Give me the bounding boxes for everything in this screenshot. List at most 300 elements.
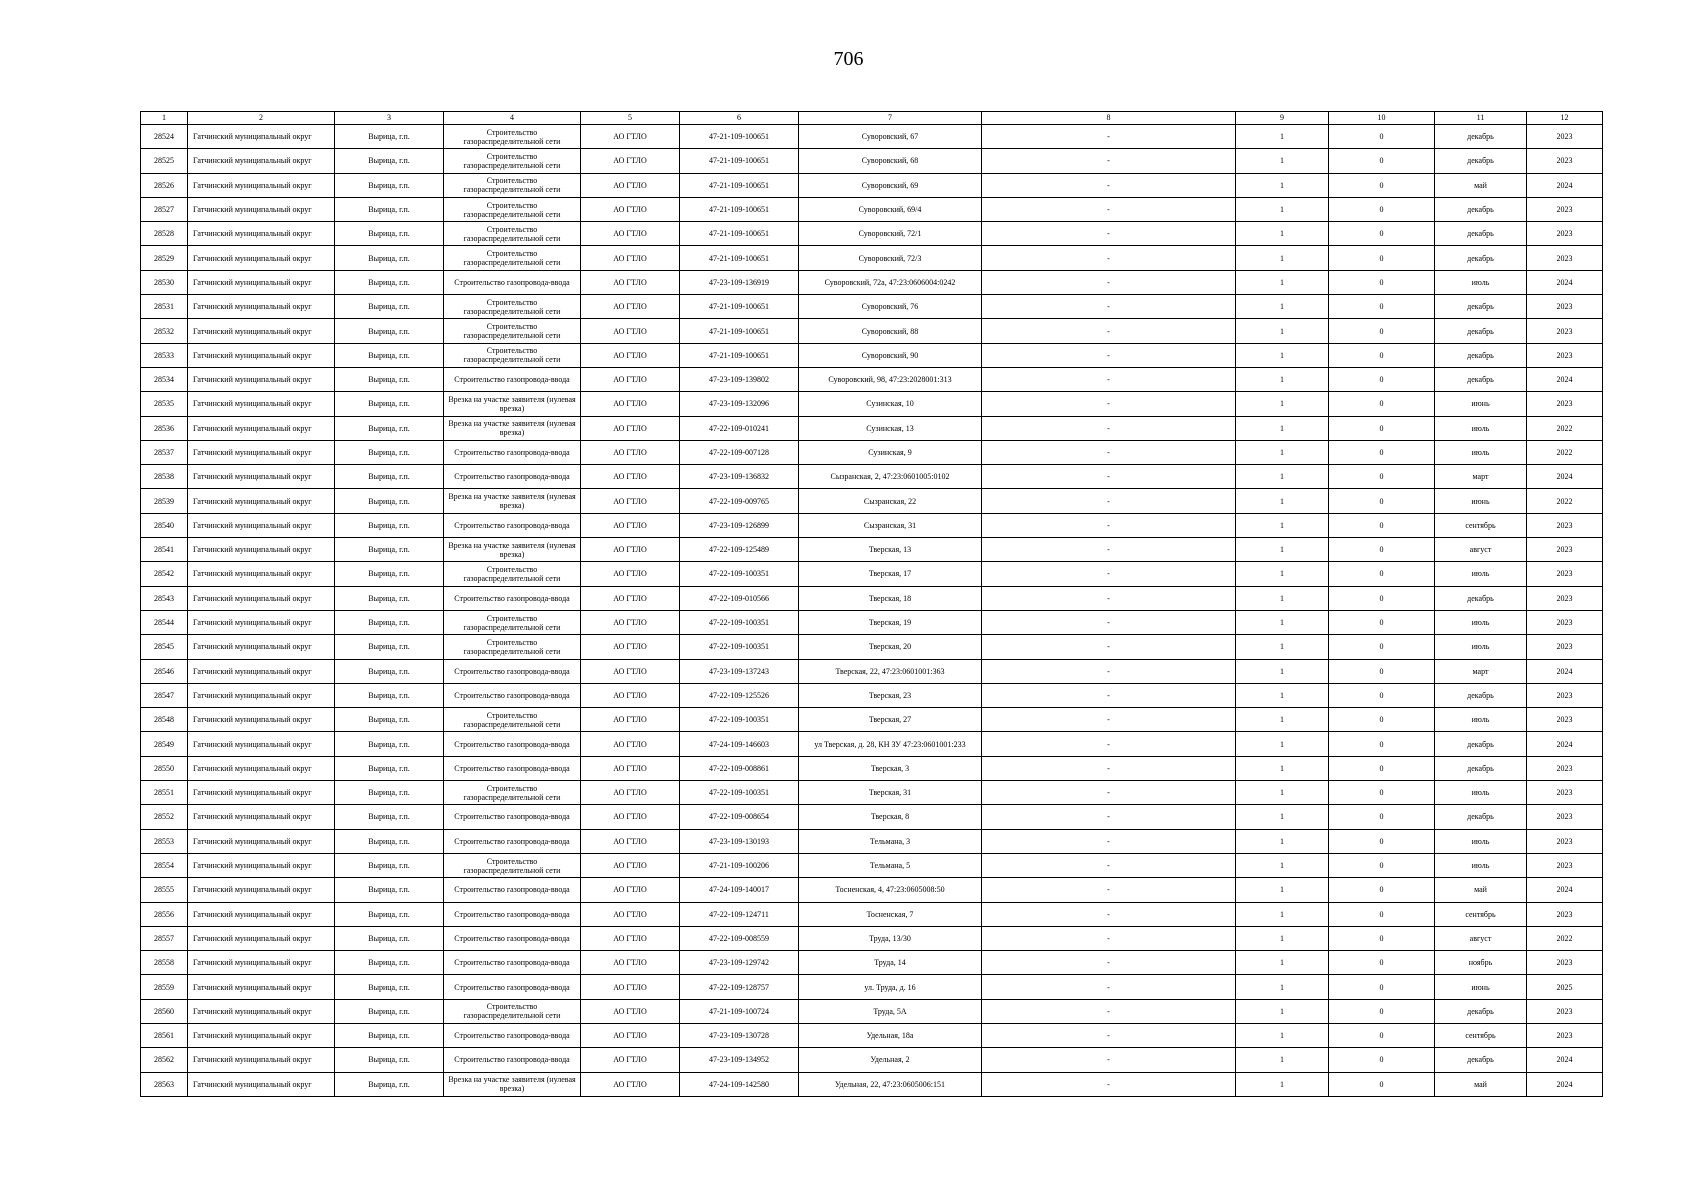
work-type-cell: Строительство газораспределительной сети — [444, 173, 581, 197]
organization-cell: АО ГТЛО — [581, 902, 680, 926]
address-cell: Сузинская, 10 — [799, 392, 982, 416]
address-cell: Тверская, 20 — [799, 635, 982, 659]
column-header: 12 — [1527, 112, 1603, 125]
application-number-cell: 47-21-109-100651 — [680, 295, 799, 319]
note-cell: - — [982, 951, 1236, 975]
year-cell: 2023 — [1527, 246, 1603, 270]
organization-cell: АО ГТЛО — [581, 878, 680, 902]
note-cell: - — [982, 343, 1236, 367]
application-number-cell: 47-23-109-129742 — [680, 951, 799, 975]
row-number-cell: 28553 — [141, 829, 188, 853]
settlement-cell: Вырица, г.п. — [335, 975, 444, 999]
row-number-cell: 28529 — [141, 246, 188, 270]
settlement-cell: Вырица, г.п. — [335, 635, 444, 659]
district-cell: Гатчинский муниципальный округ — [188, 926, 335, 950]
month-cell: декабрь — [1435, 246, 1527, 270]
note-cell: - — [982, 270, 1236, 294]
month-cell: июль — [1435, 635, 1527, 659]
count-zero-cell: 0 — [1329, 465, 1435, 489]
quantity-cell: 1 — [1236, 902, 1329, 926]
month-cell: июль — [1435, 708, 1527, 732]
application-number-cell: 47-22-109-124711 — [680, 902, 799, 926]
table-row — [141, 440, 1603, 464]
year-cell: 2024 — [1527, 878, 1603, 902]
settlement-cell: Вырица, г.п. — [335, 708, 444, 732]
organization-cell: АО ГТЛО — [581, 197, 680, 221]
organization-cell: АО ГТЛО — [581, 465, 680, 489]
address-cell: Суворовский, 72/1 — [799, 222, 982, 246]
note-cell: - — [982, 829, 1236, 853]
table-row — [141, 635, 1603, 659]
work-type-cell: Строительство газопровода-ввода — [444, 586, 581, 610]
year-cell: 2022 — [1527, 416, 1603, 440]
year-cell: 2022 — [1527, 440, 1603, 464]
table-row — [141, 465, 1603, 489]
quantity-cell: 1 — [1236, 270, 1329, 294]
work-type-cell: Строительство газопровода-ввода — [444, 926, 581, 950]
count-zero-cell: 0 — [1329, 513, 1435, 537]
year-cell: 2024 — [1527, 270, 1603, 294]
organization-cell: АО ГТЛО — [581, 367, 680, 391]
table-row — [141, 683, 1603, 707]
quantity-cell: 1 — [1236, 465, 1329, 489]
address-cell: ул. Труда, д. 16 — [799, 975, 982, 999]
year-cell: 2023 — [1527, 756, 1603, 780]
quantity-cell: 1 — [1236, 926, 1329, 950]
address-cell: Сызранская, 22 — [799, 489, 982, 513]
application-number-cell: 47-22-109-010241 — [680, 416, 799, 440]
month-cell: декабрь — [1435, 732, 1527, 756]
work-type-cell: Строительство газопровода-ввода — [444, 683, 581, 707]
year-cell: 2023 — [1527, 683, 1603, 707]
organization-cell: АО ГТЛО — [581, 805, 680, 829]
work-type-cell: Строительство газопровода-ввода — [444, 367, 581, 391]
address-cell: Тосненская, 4, 47:23:0605008:50 — [799, 878, 982, 902]
month-cell: сентябрь — [1435, 513, 1527, 537]
year-cell: 2023 — [1527, 635, 1603, 659]
count-zero-cell: 0 — [1329, 586, 1435, 610]
settlement-cell: Вырица, г.п. — [335, 270, 444, 294]
column-header: 11 — [1435, 112, 1527, 125]
count-zero-cell: 0 — [1329, 343, 1435, 367]
count-zero-cell: 0 — [1329, 246, 1435, 270]
application-number-cell: 47-22-109-125489 — [680, 538, 799, 562]
row-number-cell: 28534 — [141, 367, 188, 391]
district-cell: Гатчинский муниципальный округ — [188, 659, 335, 683]
district-cell: Гатчинский муниципальный округ — [188, 610, 335, 634]
quantity-cell: 1 — [1236, 343, 1329, 367]
year-cell: 2024 — [1527, 1048, 1603, 1072]
application-number-cell: 47-22-109-128757 — [680, 975, 799, 999]
table-row — [141, 295, 1603, 319]
organization-cell: АО ГТЛО — [581, 781, 680, 805]
address-cell: Суворовский, 67 — [799, 125, 982, 149]
address-cell: Сызранская, 31 — [799, 513, 982, 537]
district-cell: Гатчинский муниципальный округ — [188, 295, 335, 319]
organization-cell: АО ГТЛО — [581, 610, 680, 634]
work-type-cell: Строительство газопровода-ввода — [444, 513, 581, 537]
district-cell: Гатчинский муниципальный округ — [188, 489, 335, 513]
address-cell: Тверская, 18 — [799, 586, 982, 610]
application-number-cell: 47-24-109-142580 — [680, 1072, 799, 1096]
table-row — [141, 367, 1603, 391]
count-zero-cell: 0 — [1329, 489, 1435, 513]
month-cell: декабрь — [1435, 149, 1527, 173]
year-cell: 2023 — [1527, 853, 1603, 877]
settlement-cell: Вырица, г.п. — [335, 465, 444, 489]
organization-cell: АО ГТЛО — [581, 125, 680, 149]
quantity-cell: 1 — [1236, 173, 1329, 197]
organization-cell: АО ГТЛО — [581, 538, 680, 562]
work-type-cell: Строительство газопровода-ввода — [444, 805, 581, 829]
month-cell: июль — [1435, 562, 1527, 586]
note-cell: - — [982, 173, 1236, 197]
row-number-cell: 28532 — [141, 319, 188, 343]
table-row — [141, 756, 1603, 780]
table-row — [141, 829, 1603, 853]
table-row — [141, 173, 1603, 197]
quantity-cell: 1 — [1236, 392, 1329, 416]
row-number-cell: 28550 — [141, 756, 188, 780]
table-row — [141, 513, 1603, 537]
note-cell: - — [982, 805, 1236, 829]
application-number-cell: 47-21-109-100651 — [680, 173, 799, 197]
quantity-cell: 1 — [1236, 756, 1329, 780]
year-cell: 2023 — [1527, 125, 1603, 149]
table-row — [141, 222, 1603, 246]
district-cell: Гатчинский муниципальный округ — [188, 999, 335, 1023]
quantity-cell: 1 — [1236, 805, 1329, 829]
organization-cell: АО ГТЛО — [581, 416, 680, 440]
application-number-cell: 47-24-109-146603 — [680, 732, 799, 756]
count-zero-cell: 0 — [1329, 440, 1435, 464]
organization-cell: АО ГТЛО — [581, 732, 680, 756]
count-zero-cell: 0 — [1329, 975, 1435, 999]
note-cell: - — [982, 1048, 1236, 1072]
year-cell: 2023 — [1527, 902, 1603, 926]
settlement-cell: Вырица, г.п. — [335, 853, 444, 877]
count-zero-cell: 0 — [1329, 708, 1435, 732]
application-number-cell: 47-22-109-100351 — [680, 562, 799, 586]
note-cell: - — [982, 781, 1236, 805]
note-cell: - — [982, 465, 1236, 489]
settlement-cell: Вырица, г.п. — [335, 1023, 444, 1047]
work-type-cell: Строительство газопровода-ввода — [444, 1023, 581, 1047]
table-row — [141, 1048, 1603, 1072]
row-number-cell: 28549 — [141, 732, 188, 756]
year-cell: 2024 — [1527, 1072, 1603, 1096]
note-cell: - — [982, 926, 1236, 950]
count-zero-cell: 0 — [1329, 829, 1435, 853]
column-header: 4 — [444, 112, 581, 125]
district-cell: Гатчинский муниципальный округ — [188, 440, 335, 464]
organization-cell: АО ГТЛО — [581, 173, 680, 197]
count-zero-cell: 0 — [1329, 416, 1435, 440]
settlement-cell: Вырица, г.п. — [335, 732, 444, 756]
address-cell: Суворовский, 72а, 47:23:0606004:0242 — [799, 270, 982, 294]
settlement-cell: Вырица, г.п. — [335, 538, 444, 562]
table-row — [141, 319, 1603, 343]
quantity-cell: 1 — [1236, 878, 1329, 902]
table-row — [141, 246, 1603, 270]
address-cell: Тельмана, 5 — [799, 853, 982, 877]
organization-cell: АО ГТЛО — [581, 586, 680, 610]
address-cell: Суворовский, 69 — [799, 173, 982, 197]
note-cell: - — [982, 878, 1236, 902]
organization-cell: АО ГТЛО — [581, 489, 680, 513]
address-cell: Удельная, 18а — [799, 1023, 982, 1047]
year-cell: 2023 — [1527, 197, 1603, 221]
year-cell: 2023 — [1527, 829, 1603, 853]
quantity-cell: 1 — [1236, 683, 1329, 707]
row-number-cell: 28546 — [141, 659, 188, 683]
address-cell: Тосненская, 7 — [799, 902, 982, 926]
district-cell: Гатчинский муниципальный округ — [188, 538, 335, 562]
column-header: 10 — [1329, 112, 1435, 125]
table-row — [141, 610, 1603, 634]
count-zero-cell: 0 — [1329, 319, 1435, 343]
work-type-cell: Строительство газопровода-ввода — [444, 951, 581, 975]
table-row — [141, 197, 1603, 221]
count-zero-cell: 0 — [1329, 732, 1435, 756]
organization-cell: АО ГТЛО — [581, 222, 680, 246]
work-type-cell: Строительство газопровода-ввода — [444, 975, 581, 999]
table-row — [141, 538, 1603, 562]
work-type-cell: Строительство газораспределительной сети — [444, 295, 581, 319]
quantity-cell: 1 — [1236, 853, 1329, 877]
application-number-cell: 47-22-109-125526 — [680, 683, 799, 707]
address-cell: ул Тверская, д. 28, КН ЗУ 47:23:0601001:233 — [799, 732, 982, 756]
application-number-cell: 47-24-109-140017 — [680, 878, 799, 902]
organization-cell: АО ГТЛО — [581, 708, 680, 732]
count-zero-cell: 0 — [1329, 1072, 1435, 1096]
application-number-cell: 47-22-109-100351 — [680, 610, 799, 634]
count-zero-cell: 0 — [1329, 562, 1435, 586]
district-cell: Гатчинский муниципальный округ — [188, 125, 335, 149]
settlement-cell: Вырица, г.п. — [335, 343, 444, 367]
organization-cell: АО ГТЛО — [581, 999, 680, 1023]
organization-cell: АО ГТЛО — [581, 1023, 680, 1047]
work-type-cell: Строительство газопровода-ввода — [444, 756, 581, 780]
quantity-cell: 1 — [1236, 562, 1329, 586]
note-cell: - — [982, 853, 1236, 877]
quantity-cell: 1 — [1236, 781, 1329, 805]
address-cell: Суворовский, 69/4 — [799, 197, 982, 221]
note-cell: - — [982, 635, 1236, 659]
quantity-cell: 1 — [1236, 125, 1329, 149]
month-cell: июль — [1435, 610, 1527, 634]
quantity-cell: 1 — [1236, 635, 1329, 659]
row-number-cell: 28561 — [141, 1023, 188, 1047]
count-zero-cell: 0 — [1329, 999, 1435, 1023]
note-cell: - — [982, 149, 1236, 173]
work-type-cell: Строительство газораспределительной сети — [444, 197, 581, 221]
settlement-cell: Вырица, г.п. — [335, 489, 444, 513]
month-cell: июль — [1435, 829, 1527, 853]
month-cell: май — [1435, 1072, 1527, 1096]
table-row — [141, 343, 1603, 367]
year-cell: 2024 — [1527, 367, 1603, 391]
district-cell: Гатчинский муниципальный округ — [188, 222, 335, 246]
district-cell: Гатчинский муниципальный округ — [188, 951, 335, 975]
count-zero-cell: 0 — [1329, 222, 1435, 246]
application-number-cell: 47-22-109-008559 — [680, 926, 799, 950]
note-cell: - — [982, 586, 1236, 610]
application-number-cell: 47-22-109-008654 — [680, 805, 799, 829]
address-cell: Суворовский, 68 — [799, 149, 982, 173]
register-table — [140, 111, 1603, 1097]
count-zero-cell: 0 — [1329, 610, 1435, 634]
count-zero-cell: 0 — [1329, 1048, 1435, 1072]
row-number-cell: 28557 — [141, 926, 188, 950]
quantity-cell: 1 — [1236, 708, 1329, 732]
count-zero-cell: 0 — [1329, 125, 1435, 149]
work-type-cell: Строительство газораспределительной сети — [444, 319, 581, 343]
year-cell: 2024 — [1527, 732, 1603, 756]
settlement-cell: Вырица, г.п. — [335, 781, 444, 805]
row-number-cell: 28555 — [141, 878, 188, 902]
table-row — [141, 853, 1603, 877]
work-type-cell: Строительство газопровода-ввода — [444, 659, 581, 683]
settlement-cell: Вырица, г.п. — [335, 319, 444, 343]
row-number-cell: 28537 — [141, 440, 188, 464]
column-header: 2 — [188, 112, 335, 125]
district-cell: Гатчинский муниципальный округ — [188, 319, 335, 343]
month-cell: август — [1435, 538, 1527, 562]
quantity-cell: 1 — [1236, 489, 1329, 513]
application-number-cell: 47-23-109-134952 — [680, 1048, 799, 1072]
quantity-cell: 1 — [1236, 416, 1329, 440]
note-cell: - — [982, 489, 1236, 513]
application-number-cell: 47-21-109-100651 — [680, 125, 799, 149]
address-cell: Тверская, 22, 47:23:0601001:363 — [799, 659, 982, 683]
address-cell: Удельная, 2 — [799, 1048, 982, 1072]
year-cell: 2023 — [1527, 295, 1603, 319]
work-type-cell: Врезка на участке заявителя (нулевая врезка) — [444, 538, 581, 562]
organization-cell: АО ГТЛО — [581, 635, 680, 659]
count-zero-cell: 0 — [1329, 538, 1435, 562]
note-cell: - — [982, 440, 1236, 464]
application-number-cell: 47-23-109-139802 — [680, 367, 799, 391]
year-cell: 2023 — [1527, 610, 1603, 634]
row-number-cell: 28545 — [141, 635, 188, 659]
quantity-cell: 1 — [1236, 659, 1329, 683]
settlement-cell: Вырица, г.п. — [335, 610, 444, 634]
quantity-cell: 1 — [1236, 513, 1329, 537]
month-cell: июль — [1435, 440, 1527, 464]
year-cell: 2023 — [1527, 392, 1603, 416]
district-cell: Гатчинский муниципальный округ — [188, 756, 335, 780]
count-zero-cell: 0 — [1329, 853, 1435, 877]
month-cell: июль — [1435, 781, 1527, 805]
district-cell: Гатчинский муниципальный округ — [188, 708, 335, 732]
address-cell: Суворовский, 98, 47:23:2028001:313 — [799, 367, 982, 391]
column-header: 6 — [680, 112, 799, 125]
address-cell: Труда, 13/30 — [799, 926, 982, 950]
month-cell: декабрь — [1435, 319, 1527, 343]
organization-cell: АО ГТЛО — [581, 513, 680, 537]
month-cell: декабрь — [1435, 683, 1527, 707]
work-type-cell: Строительство газораспределительной сети — [444, 125, 581, 149]
quantity-cell: 1 — [1236, 197, 1329, 221]
application-number-cell: 47-23-109-126899 — [680, 513, 799, 537]
district-cell: Гатчинский муниципальный округ — [188, 367, 335, 391]
settlement-cell: Вырица, г.п. — [335, 513, 444, 537]
application-number-cell: 47-22-109-009765 — [680, 489, 799, 513]
month-cell: декабрь — [1435, 367, 1527, 391]
organization-cell: АО ГТЛО — [581, 319, 680, 343]
year-cell: 2023 — [1527, 951, 1603, 975]
note-cell: - — [982, 197, 1236, 221]
organization-cell: АО ГТЛО — [581, 683, 680, 707]
note-cell: - — [982, 610, 1236, 634]
quantity-cell: 1 — [1236, 732, 1329, 756]
table-row — [141, 416, 1603, 440]
quantity-cell: 1 — [1236, 538, 1329, 562]
work-type-cell: Врезка на участке заявителя (нулевая врезка) — [444, 489, 581, 513]
organization-cell: АО ГТЛО — [581, 246, 680, 270]
settlement-cell: Вырица, г.п. — [335, 222, 444, 246]
quantity-cell: 1 — [1236, 975, 1329, 999]
district-cell: Гатчинский муниципальный округ — [188, 878, 335, 902]
note-cell: - — [982, 246, 1236, 270]
settlement-cell: Вырица, г.п. — [335, 246, 444, 270]
note-cell: - — [982, 562, 1236, 586]
application-number-cell: 47-23-109-137243 — [680, 659, 799, 683]
month-cell: декабрь — [1435, 295, 1527, 319]
work-type-cell: Строительство газопровода-ввода — [444, 902, 581, 926]
district-cell: Гатчинский муниципальный округ — [188, 416, 335, 440]
table-row — [141, 999, 1603, 1023]
count-zero-cell: 0 — [1329, 781, 1435, 805]
table-row — [141, 1072, 1603, 1096]
count-zero-cell: 0 — [1329, 149, 1435, 173]
note-cell: - — [982, 1023, 1236, 1047]
address-cell: Суворовский, 88 — [799, 319, 982, 343]
table-row — [141, 708, 1603, 732]
count-zero-cell: 0 — [1329, 926, 1435, 950]
application-number-cell: 47-23-109-136919 — [680, 270, 799, 294]
table-row — [141, 805, 1603, 829]
address-cell: Тверская, 17 — [799, 562, 982, 586]
row-number-cell: 28526 — [141, 173, 188, 197]
note-cell: - — [982, 416, 1236, 440]
month-cell: декабрь — [1435, 586, 1527, 610]
application-number-cell: 47-21-109-100724 — [680, 999, 799, 1023]
table-row — [141, 489, 1603, 513]
application-number-cell: 47-22-109-100351 — [680, 708, 799, 732]
month-cell: сентябрь — [1435, 1023, 1527, 1047]
table-row — [141, 951, 1603, 975]
month-cell: сентябрь — [1435, 902, 1527, 926]
address-cell: Тверская, 19 — [799, 610, 982, 634]
application-number-cell: 47-21-109-100651 — [680, 319, 799, 343]
count-zero-cell: 0 — [1329, 805, 1435, 829]
address-cell: Удельная, 22, 47:23:0605006:151 — [799, 1072, 982, 1096]
work-type-cell: Строительство газораспределительной сети — [444, 853, 581, 877]
column-header: 9 — [1236, 112, 1329, 125]
district-cell: Гатчинский муниципальный округ — [188, 465, 335, 489]
year-cell: 2023 — [1527, 319, 1603, 343]
note-cell: - — [982, 975, 1236, 999]
table-row — [141, 586, 1603, 610]
settlement-cell: Вырица, г.п. — [335, 562, 444, 586]
count-zero-cell: 0 — [1329, 659, 1435, 683]
year-cell: 2023 — [1527, 222, 1603, 246]
year-cell: 2023 — [1527, 999, 1603, 1023]
year-cell: 2023 — [1527, 805, 1603, 829]
row-number-cell: 28542 — [141, 562, 188, 586]
